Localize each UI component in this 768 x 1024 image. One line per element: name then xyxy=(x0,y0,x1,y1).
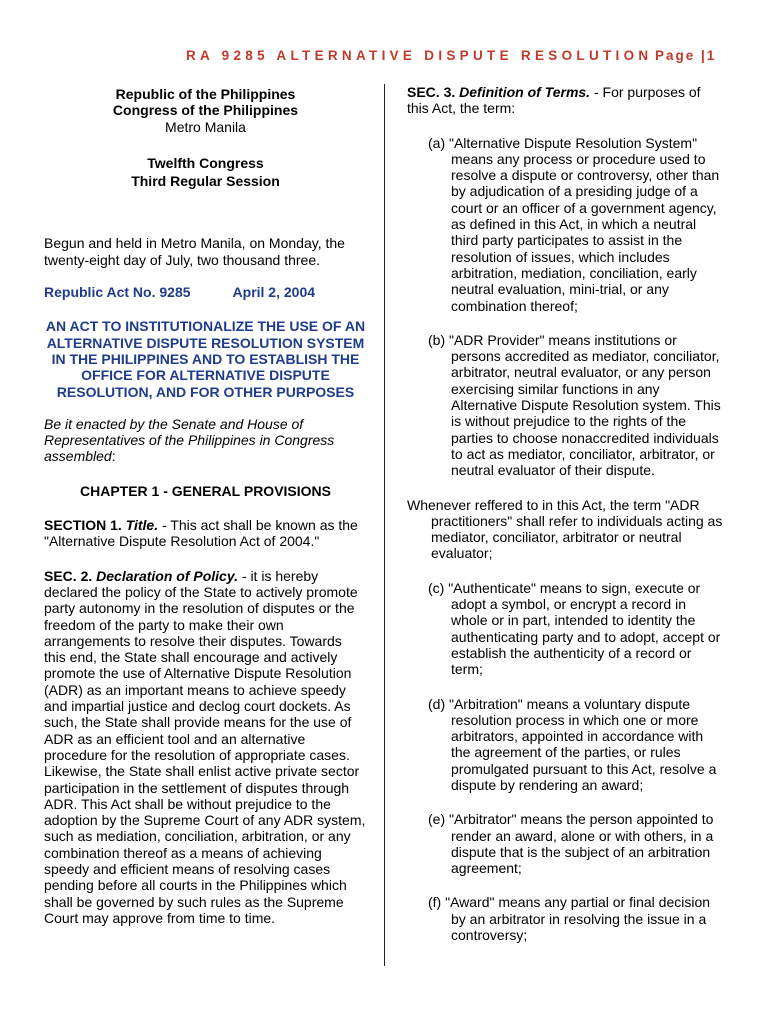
enacting-text: Be it enacted by the Senate and House of Representatives of the Philippines in Congress assembled xyxy=(44,415,335,465)
sec3-title: Definition of Terms. xyxy=(459,84,591,100)
section-1 xyxy=(44,517,367,550)
definition-c: (c) "Authenticate" means to sign, execute or adopt a symbol, or encrypt a record in whole or in part, intended to identity the authenticating party and to adopt, accept or establish the authenticity of a record or term; xyxy=(428,579,721,678)
column-divider xyxy=(384,84,385,966)
section-3 xyxy=(407,84,723,117)
sec1-label: SECTION 1. xyxy=(44,517,122,534)
enacting-clause xyxy=(44,416,367,465)
page-number-label xyxy=(655,48,716,63)
adr-practitioners-paragraph: Whenever reffered to in this Act, the term "ADR practitioners" shall refer to individuals acting as mediator, conciliator, arbitrator or neutral evaluator; xyxy=(407,496,723,562)
section-2 xyxy=(44,568,367,927)
page-number: 1 xyxy=(706,48,717,63)
chapter-heading: CHAPTER 1 - GENERAL PROVISIONS xyxy=(79,482,331,499)
right-column xyxy=(407,84,723,943)
ra-number: Republic Act No. 9285 xyxy=(44,284,191,301)
sec2-label: SEC. 2. xyxy=(44,567,93,584)
sec3-label: SEC. 3. xyxy=(407,84,456,100)
definition-b: (b) "ADR Provider" means institutions or persons accredited as mediator, conciliator, arbitrator, neutral evaluator, or any person exercising similar functions in any Alternative Dispute Resolution system. This is without prejudice to the rights of the parties to choose nonaccredited individuals to act as mediator, conciliator, arbitrator, or neutral evaluator of their dispute. xyxy=(428,331,721,479)
enacting-colon: : xyxy=(111,448,116,465)
congress-number: Twelfth Congress xyxy=(147,154,264,171)
page-label: Page | xyxy=(655,48,707,63)
definition-e: (e) "Arbitrator" means the person appointed to render an award, alone or with others, in a dispute that is the subject of an arbitration agreement; xyxy=(428,811,714,877)
congress-heading: Congress of the Philippines xyxy=(112,102,299,119)
sec1-text: - This act shall be known as the "Alternative Dispute Resolution Act of 2004." xyxy=(44,517,358,550)
definition-f: (f) "Award" means any partial or final decision by an arbitrator in resolving the issue in a controversy; xyxy=(428,894,711,944)
session-heading: Third Regular Session xyxy=(131,173,280,190)
act-title: AN ACT TO INSTITUTIONALIZE THE USE OF AN ALTERNATIVE DISPUTE RESOLUTION SYSTEM IN THE PHILIPPINES AND TO ESTABLISH THE OFFICE FOR ALTERNATIVE DISPUTE RESOLUTION, AND FOR OTHER PURPOSES xyxy=(45,318,366,400)
city-heading: Metro Manila xyxy=(165,118,246,135)
definition-a: (a) "Alternative Dispute Resolution System" means any process or procedure used to resolve a dispute or controversy, other than by adjudication of a presiding judge of a court or an officer of a government agency, as defined in this Act, in which a neutral third party participates to assist in the resolution of issues, which includes arbitration, mediation, conciliation, early neutral evaluation, mini-trial, or any combination thereof; xyxy=(428,134,720,314)
running-header-title: RA 9285 ALTERNATIVE DISPUTE RESOLUTION xyxy=(186,48,653,63)
sec2-title: Declaration of Policy. xyxy=(96,567,238,584)
sec2-text: - it is hereby declared the policy of the State to actively promote party autonomy in the resolution of disputes or the freedom of the party to make their own arrangements to resolve their disputes. Towards this end, the State shall encourage and actively promote the use of Alternative Dispute Resolution (ADR) as an important means to achieve speedy and impartial justice and declog court dockets. As such, the State shall provide means for the use of ADR as an efficient tool and an alternative procedure for the resolution of appropriate cases. Likewise, the State shall enlist active private sector participation in the settlement of disputes through ADR. This Act shall be without prejudice to the adoption by the Supreme Court of any ADR system, such as mediation, conciliation, arbitration, or any combination thereof as a means of achieving speedy and efficient means of resolving cases pending before all courts in the Philippines which shall be governed by such rules as the Supreme Court may approve from time to time. xyxy=(44,567,366,926)
left-column xyxy=(44,86,367,926)
ra-line xyxy=(44,284,367,300)
ra-date: April 2, 2004 xyxy=(232,284,316,301)
begun-paragraph: Begun and held in Metro Manila, on Monday, the twenty-eight day of July, two thousand three. xyxy=(44,235,345,268)
definition-d: (d) "Arbitration" means a voluntary dispute resolution process in which one or more arbitrators, appointed in accordance with the agreement of the parties, or rules promulgated pursuant to this Act, resolve a dispute by rendering an award; xyxy=(428,695,717,793)
sec1-title: Title. xyxy=(125,517,159,534)
republic-heading: Republic of the Philippines xyxy=(115,86,296,102)
sec3-text: - For purposes of this Act, the term: xyxy=(407,84,701,117)
